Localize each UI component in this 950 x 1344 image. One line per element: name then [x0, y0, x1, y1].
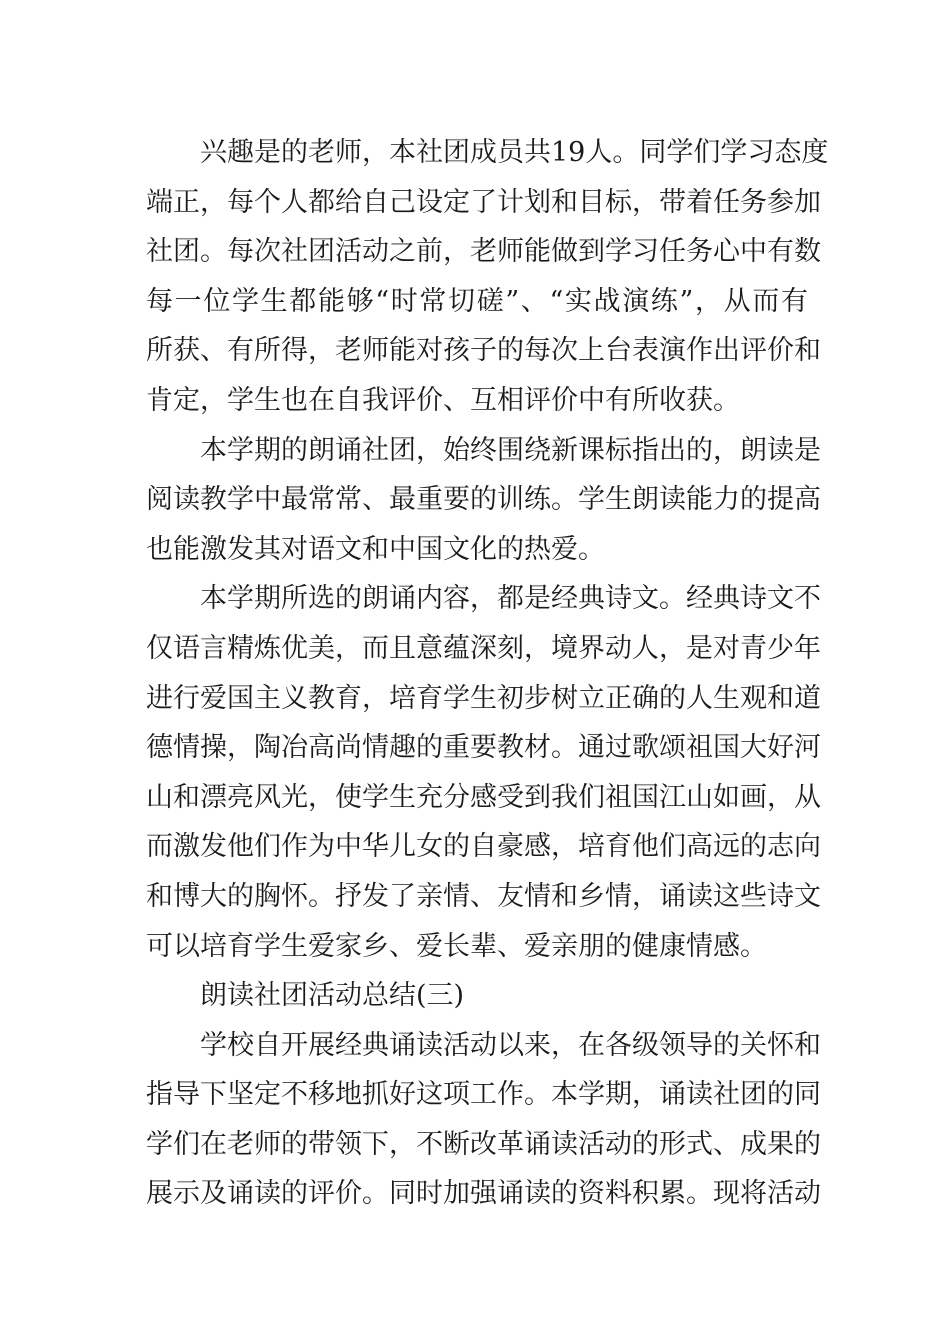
- paragraph-2: [146, 426, 821, 575]
- text-line: 学们在老师的带领下，不断改革诵读活动的形式、成果的: [146, 1128, 821, 1160]
- text-line: 本学期的朗诵社团，始终围绕新课标指出的，朗读是: [200, 434, 821, 466]
- text-line: 可以培育学生爱家乡、爱长辈、爱亲朋的健康情感。: [146, 930, 767, 962]
- text-line: 山和漂亮风光，使学生充分感受到我们祖国江山如画，从: [146, 781, 821, 813]
- text-line: 本学期所选的朗诵内容，都是经典诗文。经典诗文不: [200, 583, 821, 615]
- document-page: [146, 128, 829, 1219]
- paragraph-4: [146, 1021, 821, 1219]
- paragraph-3: [146, 574, 821, 971]
- text-line: 端正，每个人都给自己设定了计划和目标，带着任务参加: [146, 186, 821, 218]
- text-line: 指导下坚定不移地抓好这项工作。本学期，诵读社团的同: [146, 1079, 821, 1111]
- text-line: 阅读教学中最常常、最重要的训练。学生朗读能力的提高: [146, 484, 821, 516]
- paragraph-1: [146, 128, 829, 426]
- text-line: 社团。每次社团活动之前，老师能做到学习任务心中有数: [146, 236, 821, 268]
- text-line: 所获、有所得，老师能对孩子的每次上台表演作出评价和: [146, 335, 821, 367]
- text-line: 德情操，陶冶高尚情趣的重要教材。通过歌颂祖国大好河: [146, 732, 821, 764]
- text-line: 兴趣是的老师，本社团成员共19人。同学们学习态度: [200, 137, 829, 168]
- text-line: 也能激发其对语文和中国文化的热爱。: [146, 533, 605, 565]
- text-line: 每一位学生都能够“时常切磋”、“实战演练”，从而有: [146, 285, 808, 317]
- text-line: 和博大的胸怀。抒发了亲情、友情和乡情，诵读这些诗文: [146, 880, 821, 912]
- text-line: 而激发他们作为中华儿女的自豪感，培育他们高远的志向: [146, 831, 821, 863]
- text-line: 展示及诵读的评价。同时加强诵读的资料积累。现将活动: [146, 1178, 821, 1210]
- text-line: 学校自开展经典诵读活动以来，在各级领导的关怀和: [200, 1029, 821, 1061]
- text-line: 进行爱国主义教育，培育学生初步树立正确的人生观和道: [146, 682, 821, 714]
- text-line: 肯定，学生也在自我评价、互相评价中有所收获。: [146, 384, 740, 416]
- heading-line: 朗读社团活动总结(三): [200, 980, 465, 1012]
- section-heading: [146, 971, 808, 1021]
- text-line: 仅语言精炼优美，而且意蕴深刻，境界动人，是对青少年: [146, 632, 821, 664]
